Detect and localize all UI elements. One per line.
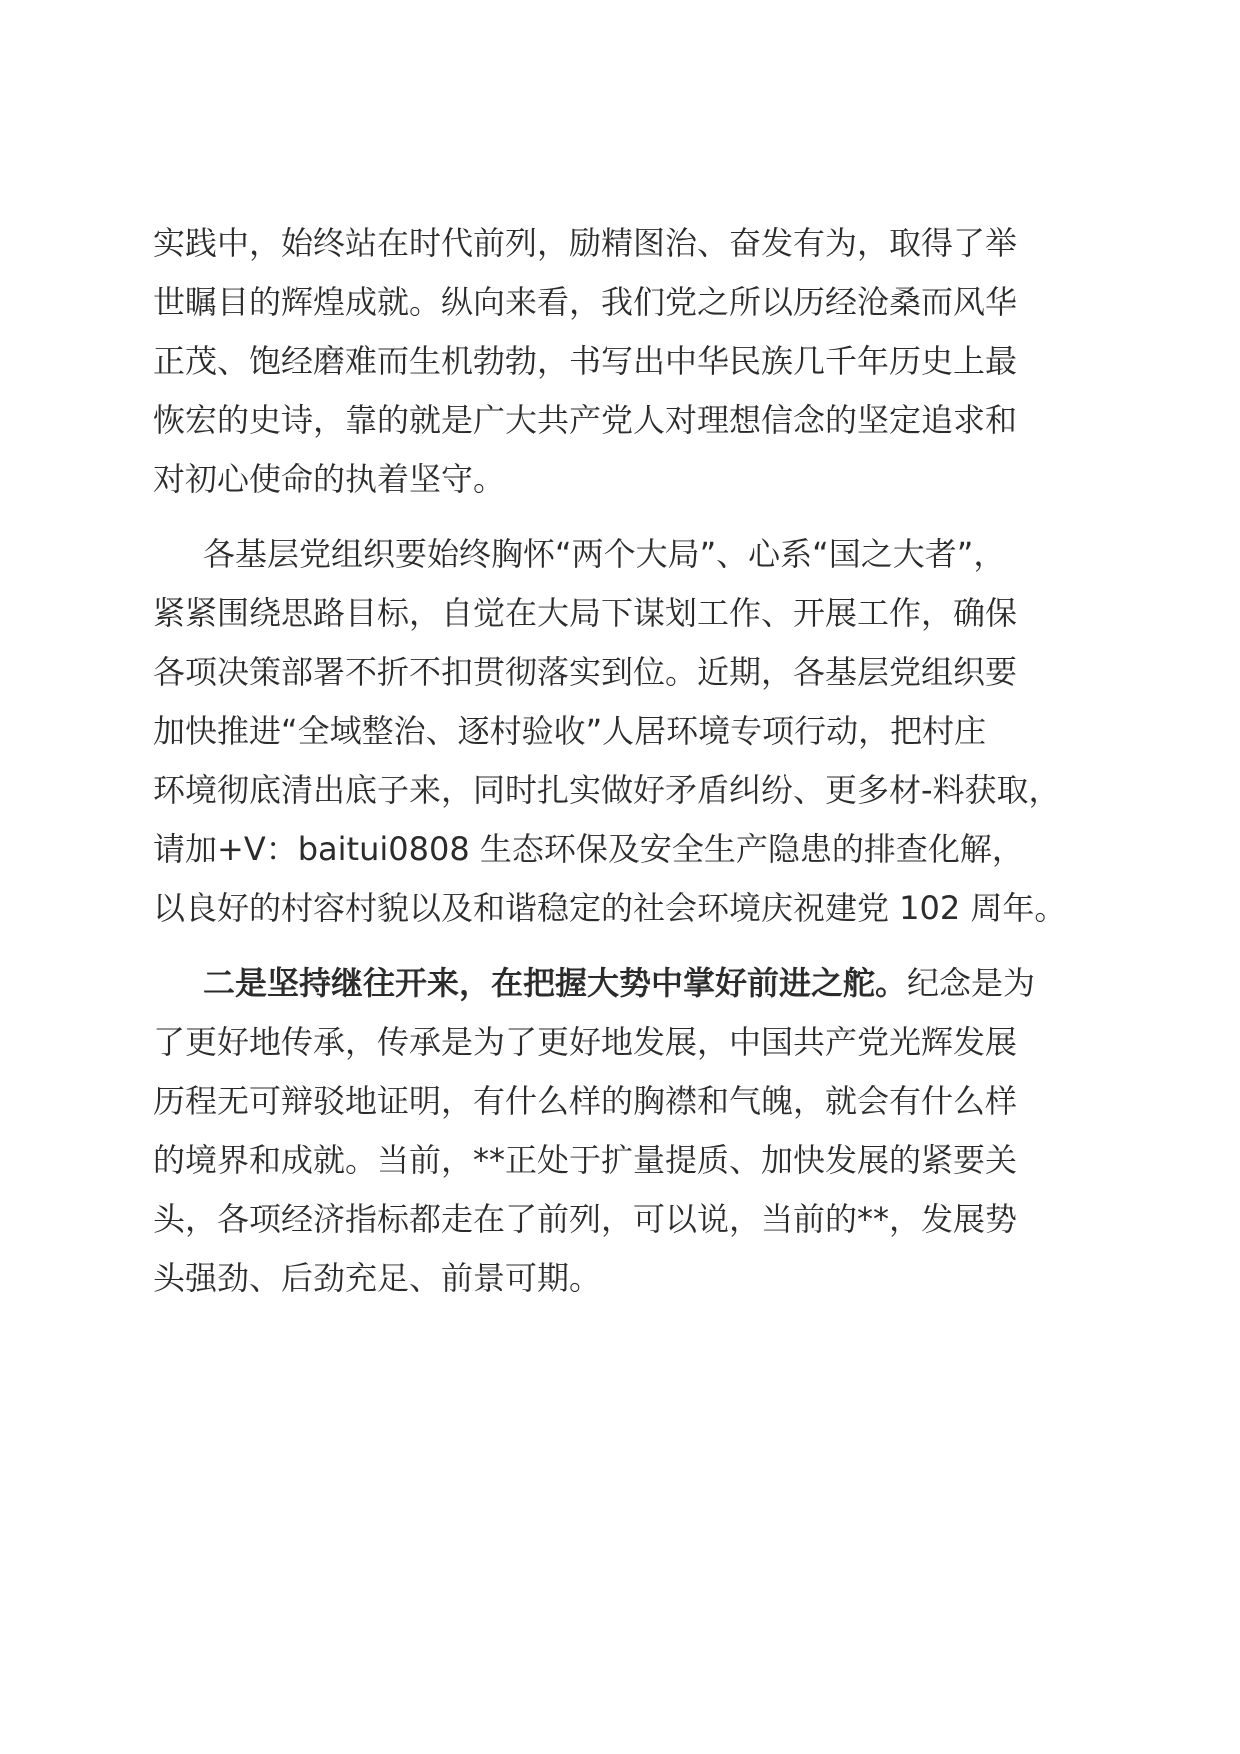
text-line: 恢宏的史诗，靠的就是广大共产党人对理想信念的坚定追求和 [153,401,1018,439]
text-line: 头强劲、后劲充足、前景可期。 [153,1259,602,1297]
paragraph-1 [153,214,1113,509]
text-line: 实践中，始终站在时代前列，励精图治、奋发有为，取得了举 [153,224,1018,262]
document-body [153,214,1113,1308]
text-line: 请加+V：baitui0808 生态环保及安全生产隐患的排查化解， [153,830,1024,868]
text-line: 的境界和成就。当前，**正处于扩量提质、加快发展的紧要关 [153,1141,1018,1179]
text-line: 了更好地传承，传承是为了更好地发展，中国共产党光辉发展 [153,1023,1018,1061]
text-line: 环境彻底清出底子来，同时扎实做好矛盾纠纷、更多材-料获取， [153,771,1061,809]
text-line: 正茂、饱经磨难而生机勃勃，书写出中华民族几千年历史上最 [153,342,1018,380]
paragraph-3 [153,954,1113,1308]
text-line: 各基层党组织要始终胸怀“两个大局”、心系“国之大者”， [203,535,1006,573]
text-run: 纪念是为 [907,964,1036,1002]
text-line: 对初心使命的执着坚守。 [153,460,506,498]
text-line: 头，各项经济指标都走在了前列，可以说，当前的**，发展势 [153,1200,1018,1238]
text-line: 历程无可辩驳地证明，有什么样的胸襟和气魄，就会有什么样 [153,1082,1018,1120]
text-line: 各项决策部署不折不扣贯彻落实到位。近期，各基层党组织要 [153,653,1018,691]
text-line: 以良好的村容村貌以及和谐稳定的社会环境庆祝建党 102 周年。 [153,889,1067,927]
text-line: 世瞩目的辉煌成就。纵向来看，我们党之所以历经沧桑而风华 [153,283,1018,321]
text-line-with-heading [153,954,1113,1013]
paragraph-2 [153,525,1113,938]
text-line: 紧紧围绕思路目标，自觉在大局下谋划工作、开展工作，确保 [153,594,1018,632]
text-line: 加快推进“全域整治、逐村验收”人居环境专项行动，把村庄 [153,712,987,750]
section-heading: 二是坚持继往开来，在把握大势中掌好前进之舵。 [203,964,908,1002]
